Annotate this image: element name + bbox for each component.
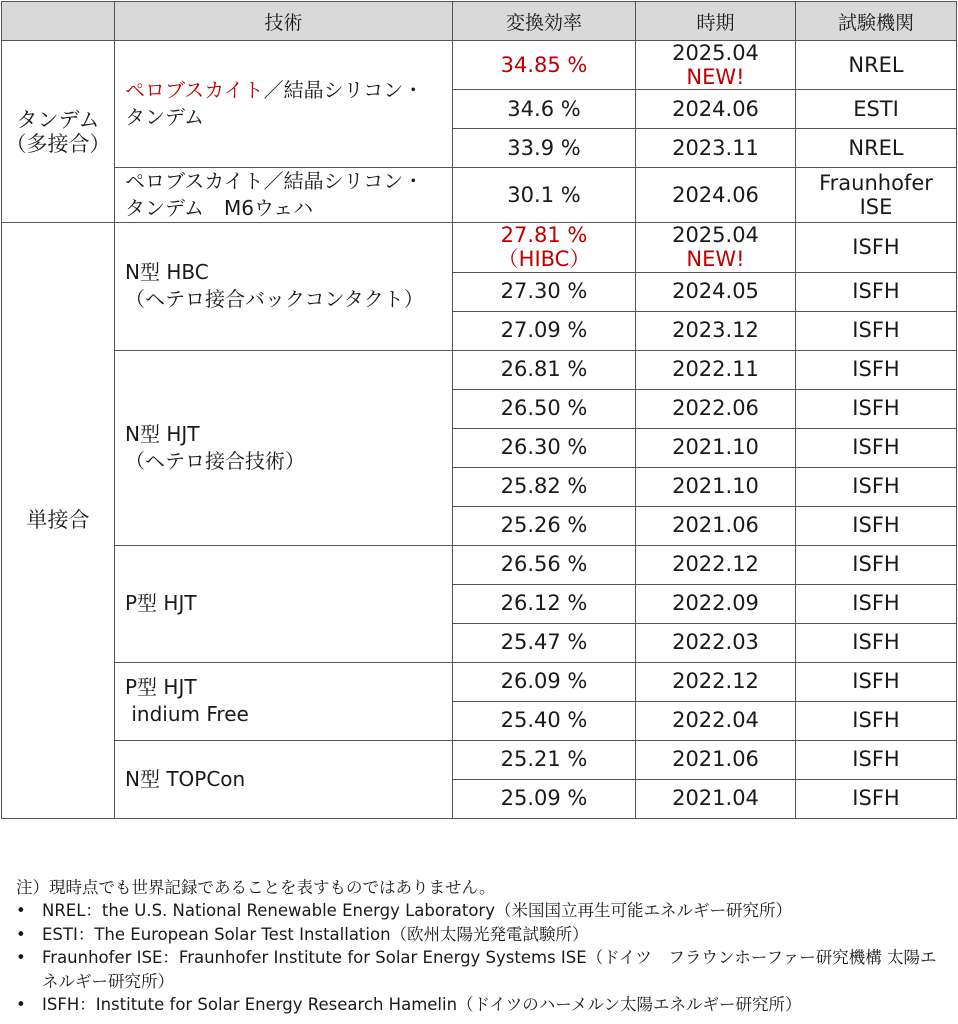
efficiency-cell: 34.85 % bbox=[453, 41, 636, 90]
date-cell: 2021.06 bbox=[636, 740, 796, 779]
date-cell: 2021.06 bbox=[636, 506, 796, 545]
date-cell: 2022.09 bbox=[636, 584, 796, 623]
footnote-text: NREL：the U.S. National Renewable Energy Laboratory（米国国立再生可能エネルギー研究所） bbox=[42, 901, 792, 921]
table-row bbox=[2, 662, 957, 701]
category-tandem bbox=[2, 41, 115, 223]
date-cell: 2022.12 bbox=[636, 662, 796, 701]
footnote-text: ESTI：The European Solar Test Installation（欧州太陽光発電試験所） bbox=[42, 924, 589, 944]
date-cell: 2021.10 bbox=[636, 428, 796, 467]
institution-cell: ISFH bbox=[796, 662, 957, 701]
table-row bbox=[2, 223, 957, 272]
tech-hbc-line1: N型 HBC bbox=[125, 260, 209, 285]
institution-cell: ISFH bbox=[796, 272, 957, 311]
tech-m6-line1: ペロブスカイト／結晶シリコン・ bbox=[125, 169, 424, 194]
institution-cell: ISFH bbox=[796, 311, 957, 350]
bullet-icon: • bbox=[16, 948, 26, 968]
header-efficiency: 変換効率 bbox=[453, 2, 636, 41]
efficiency-cell: 34.6 % bbox=[453, 90, 636, 129]
efficiency-cell: 27.09 % bbox=[453, 311, 636, 350]
efficiency-cell: 27.30 % bbox=[453, 272, 636, 311]
efficiency-cell: 25.47 % bbox=[453, 623, 636, 662]
tech-phjt-if-line2: indium Free bbox=[125, 702, 249, 727]
header-date: 時期 bbox=[636, 2, 796, 41]
footnote-head: 注）現時点でも世界記録であることを表すものではありません。 bbox=[16, 878, 496, 897]
tech-nhjt-line2: （ヘテロ接合技術） bbox=[125, 448, 305, 473]
institution-cell: ISFH bbox=[796, 350, 957, 389]
tech-hbc-line2: （ヘテロ接合バックコンタクト） bbox=[125, 287, 424, 312]
institution-line2: ISE bbox=[859, 195, 893, 220]
category-tandem-line2: （多接合） bbox=[5, 131, 111, 156]
institution-cell: ISFH bbox=[796, 223, 957, 272]
institution-cell: ISFH bbox=[796, 545, 957, 584]
date-cell: 2021.04 bbox=[636, 779, 796, 818]
date-cell: 2024.06 bbox=[636, 168, 796, 223]
table-row bbox=[2, 350, 957, 389]
efficiency-cell: 26.81 % bbox=[453, 350, 636, 389]
efficiency-cell: 25.82 % bbox=[453, 467, 636, 506]
footnotes bbox=[14, 876, 949, 1017]
tech-perovskite-m6 bbox=[115, 168, 453, 223]
institution-cell: NREL bbox=[796, 129, 957, 168]
tech-perovskite-tandem bbox=[115, 41, 453, 168]
footnote-item bbox=[14, 923, 949, 946]
date-cell: 2022.03 bbox=[636, 623, 796, 662]
footnote-item bbox=[14, 993, 949, 1016]
new-badge: NEW! bbox=[686, 65, 745, 90]
efficiency-value: 27.81 % bbox=[500, 223, 588, 248]
bullet-icon: • bbox=[16, 901, 26, 921]
efficiency-cell: 25.21 % bbox=[453, 740, 636, 779]
footnote-text: Fraunhofer ISE：Fraunhofer Institute for Solar Energy Systems ISE（ドイツ フラウンホーファー研究機構 太陽エネルギー研究所） bbox=[42, 948, 937, 991]
footnote-item bbox=[14, 899, 949, 922]
efficiency-cell: 25.09 % bbox=[453, 779, 636, 818]
institution-cell: ISFH bbox=[796, 740, 957, 779]
institution-cell: ISFH bbox=[796, 623, 957, 662]
institution-cell: ISFH bbox=[796, 428, 957, 467]
new-badge: NEW! bbox=[686, 247, 745, 272]
date-cell bbox=[636, 223, 796, 272]
table-header-row bbox=[2, 2, 957, 41]
category-tandem-line1: タンデム bbox=[16, 107, 100, 132]
efficiency-sub: （HIBC） bbox=[497, 247, 591, 272]
tech-phjt-if-line1: P型 HJT bbox=[125, 675, 197, 700]
tech-perovskite-rest: ／結晶シリコン・ bbox=[263, 78, 424, 103]
tech-p-hjt: P型 HJT bbox=[115, 545, 453, 662]
tech-perovskite-line2: タンデム bbox=[125, 105, 204, 130]
tech-n-hjt bbox=[115, 350, 453, 545]
category-single: 単接合 bbox=[2, 223, 115, 818]
date-cell: 2022.06 bbox=[636, 389, 796, 428]
efficiency-cell: 25.26 % bbox=[453, 506, 636, 545]
footnote-item bbox=[14, 946, 949, 993]
date-cell: 2024.06 bbox=[636, 90, 796, 129]
institution-cell: ISFH bbox=[796, 467, 957, 506]
institution-line1: Fraunhofer bbox=[819, 171, 933, 196]
date-value: 2025.04 bbox=[672, 223, 759, 248]
institution-cell: ISFH bbox=[796, 584, 957, 623]
institution-cell: ISFH bbox=[796, 701, 957, 740]
table-row bbox=[2, 740, 957, 779]
tech-perovskite-highlight: ペロブスカイト bbox=[125, 78, 264, 103]
date-cell bbox=[636, 41, 796, 90]
efficiency-cell: 25.40 % bbox=[453, 701, 636, 740]
efficiency-cell: 33.9 % bbox=[453, 129, 636, 168]
header-blank bbox=[2, 2, 115, 41]
date-cell: 2023.11 bbox=[636, 129, 796, 168]
efficiency-cell: 30.1 % bbox=[453, 168, 636, 223]
efficiency-cell bbox=[453, 223, 636, 272]
efficiency-cell: 26.50 % bbox=[453, 389, 636, 428]
institution-cell: NREL bbox=[796, 41, 957, 90]
institution-cell bbox=[796, 168, 957, 223]
header-tech: 技術 bbox=[115, 2, 453, 41]
date-cell: 2022.04 bbox=[636, 701, 796, 740]
table-row bbox=[2, 168, 957, 223]
table-row bbox=[2, 545, 957, 584]
efficiency-table bbox=[1, 1, 957, 819]
tech-n-hbc bbox=[115, 223, 453, 350]
institution-cell: ISFH bbox=[796, 389, 957, 428]
date-cell: 2024.05 bbox=[636, 272, 796, 311]
tech-n-topcon: N型 TOPCon bbox=[115, 740, 453, 818]
efficiency-cell: 26.30 % bbox=[453, 428, 636, 467]
bullet-icon: • bbox=[16, 995, 26, 1015]
institution-cell: ISFH bbox=[796, 506, 957, 545]
footnote-text: ISFH：Institute for Solar Energy Research Hamelin（ドイツのハーメルン太陽エネルギー研究所） bbox=[42, 995, 802, 1015]
date-value: 2025.04 bbox=[672, 41, 759, 65]
bullet-icon: • bbox=[16, 924, 26, 944]
date-cell: 2021.10 bbox=[636, 467, 796, 506]
date-cell: 2022.12 bbox=[636, 545, 796, 584]
date-cell: 2023.12 bbox=[636, 311, 796, 350]
table-row bbox=[2, 41, 957, 90]
institution-cell: ESTI bbox=[796, 90, 957, 129]
tech-p-hjt-indium-free bbox=[115, 662, 453, 740]
date-cell: 2022.11 bbox=[636, 350, 796, 389]
tech-nhjt-line1: N型 HJT bbox=[125, 421, 200, 446]
efficiency-cell: 26.12 % bbox=[453, 584, 636, 623]
tech-m6-line2: タンデム M6ウェハ bbox=[125, 196, 314, 221]
header-institution: 試験機関 bbox=[796, 2, 957, 41]
efficiency-cell: 26.56 % bbox=[453, 545, 636, 584]
institution-cell: ISFH bbox=[796, 779, 957, 818]
efficiency-cell: 26.09 % bbox=[453, 662, 636, 701]
